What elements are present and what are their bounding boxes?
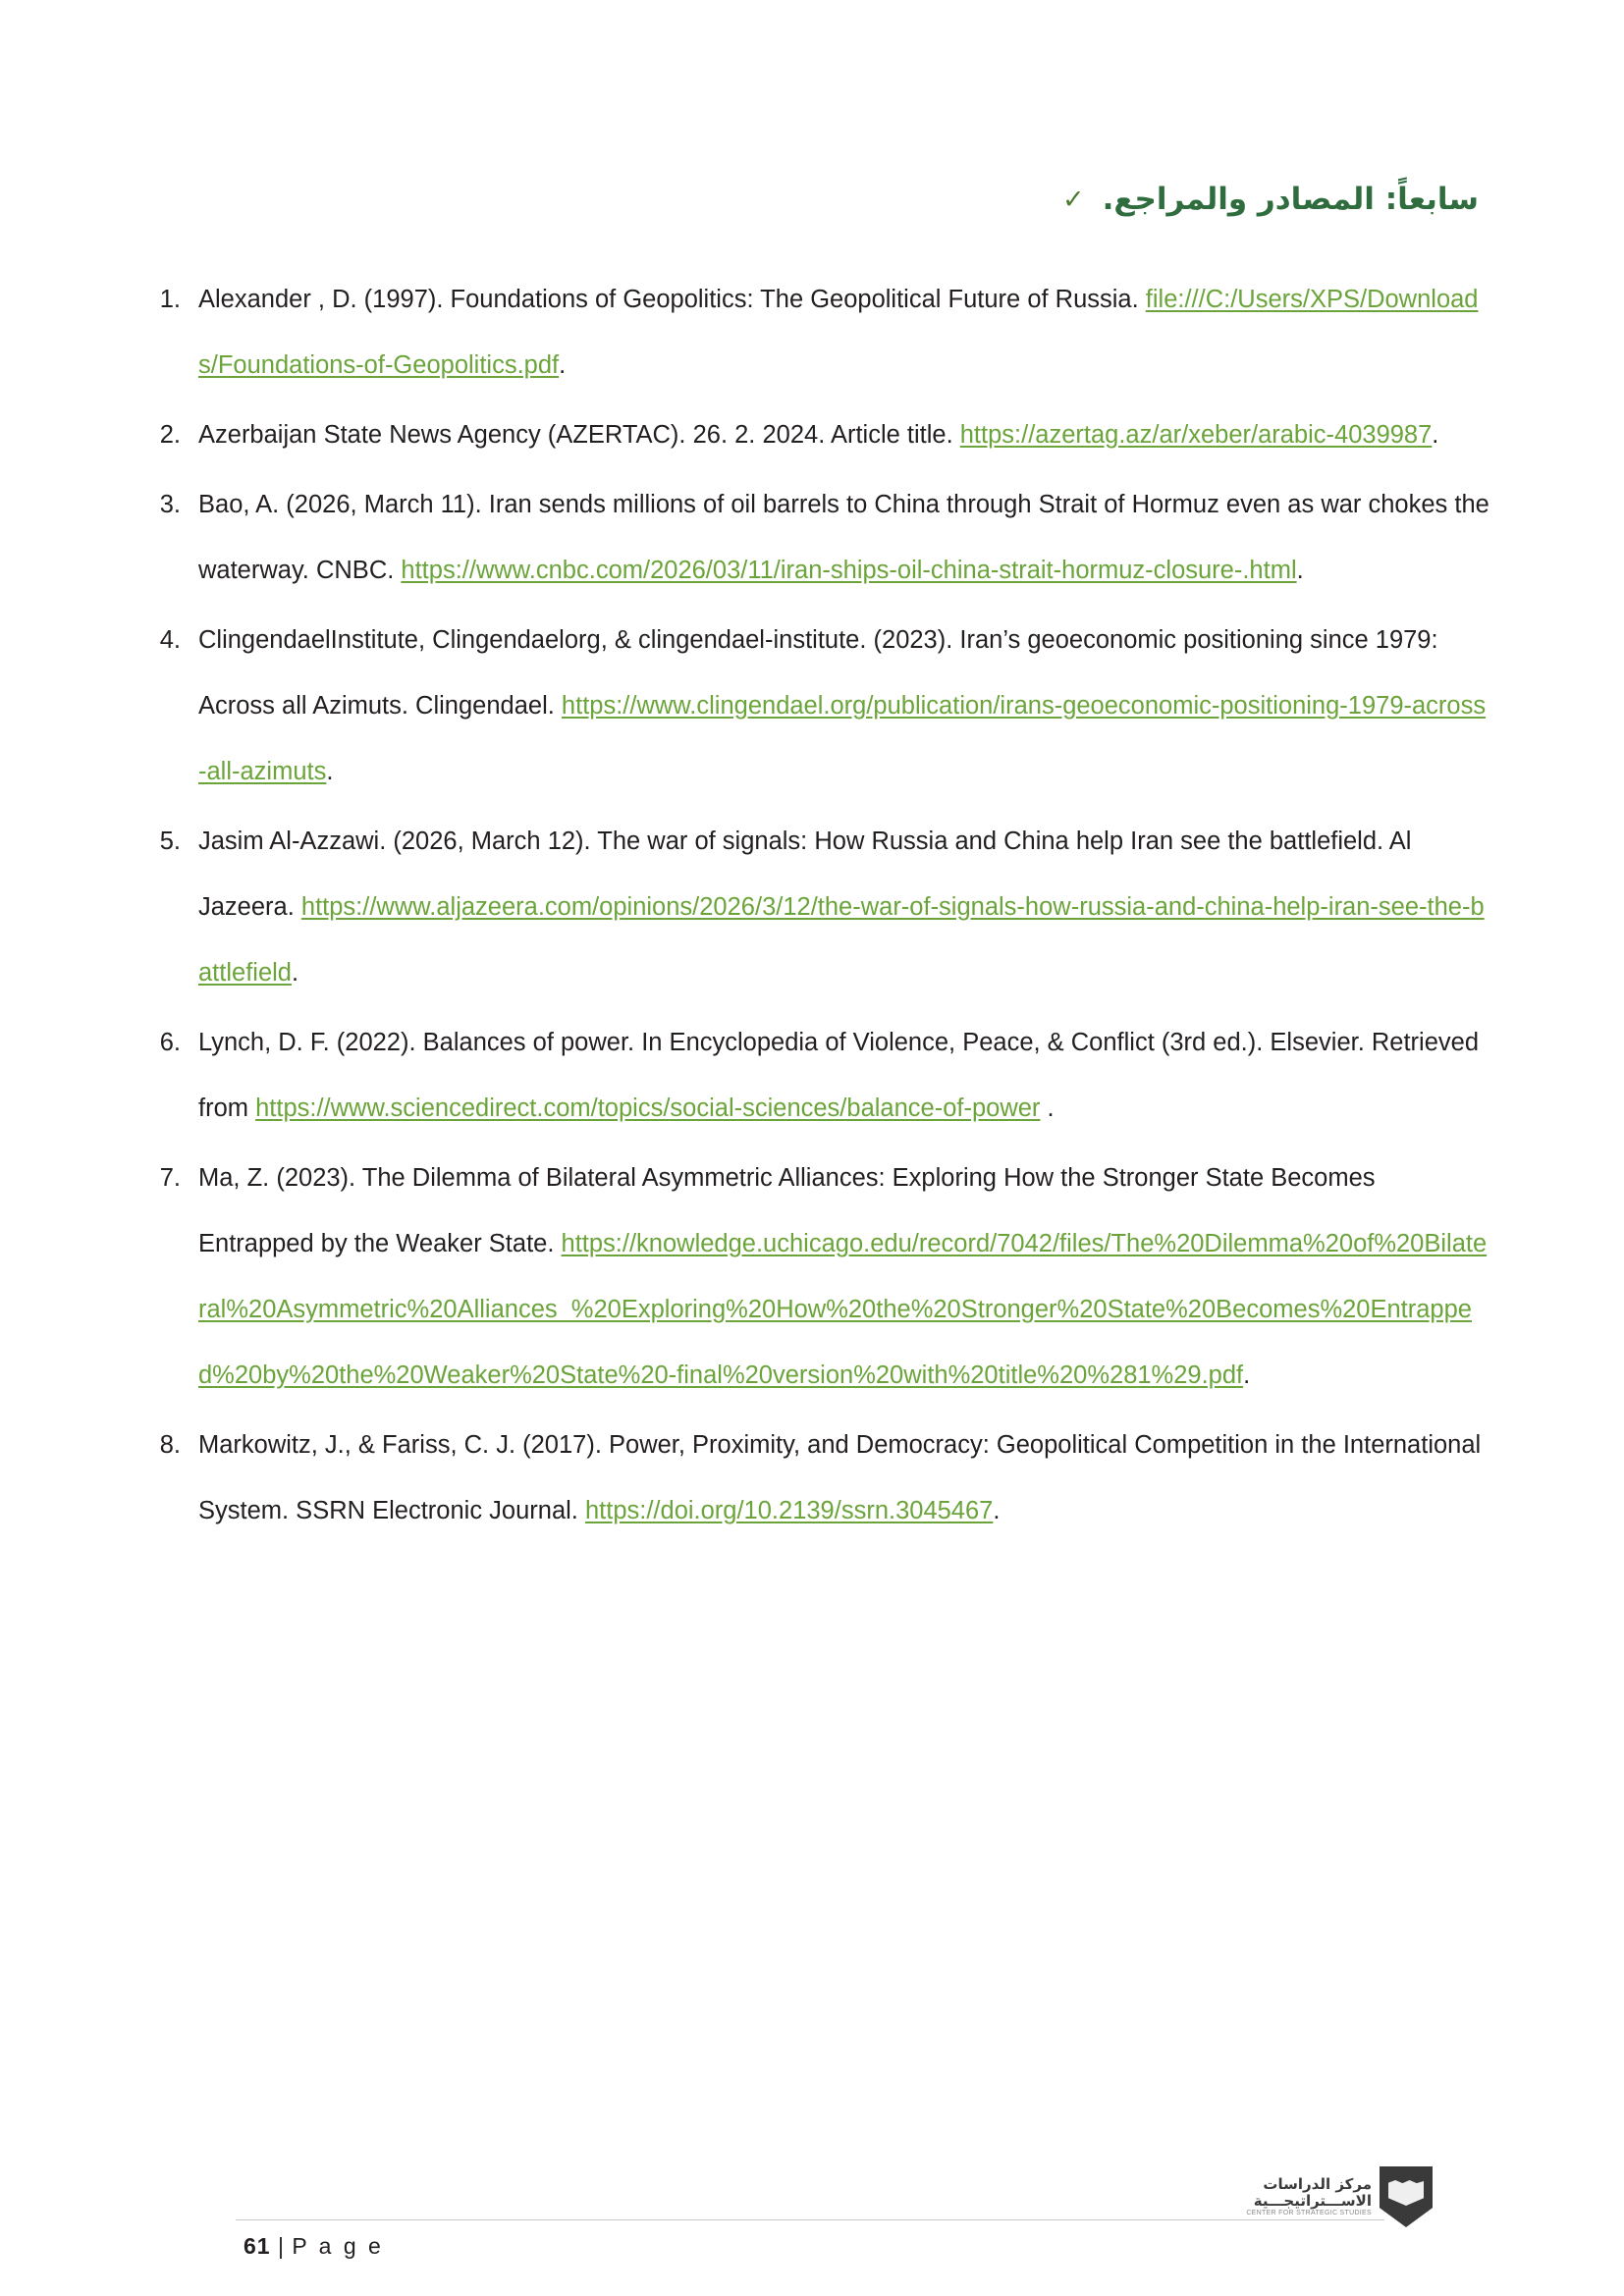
reference-text: Lynch, D. F. (2022). Balances of power. In Encyclopedia of Violence, Peace, & Conflict (3rd ed.). Elsevier. Retrieved from	[198, 1029, 1480, 1122]
reference-text: Bao, A. (2026, March 11). Iran sends millions of oil barrels to China through Strait of Hormuz even as war chokes the waterway. CNBC.	[198, 491, 1489, 584]
list-item-number: 2.	[159, 421, 181, 449]
list-item	[137, 402, 1492, 468]
reference-period: .	[326, 758, 334, 785]
reference-link[interactable]: https://www.aljazeera.com/opinions/2026/3/12/the-war-of-signals-how-russia-and-china-help-iran-see-the-battlefield	[198, 893, 1485, 987]
list-item-number: 3.	[159, 491, 181, 518]
reference-entry	[198, 472, 1492, 604]
logo-line-2: الاســـتراتيجـــية	[1253, 2191, 1372, 2210]
check-mark-icon: ✓	[1061, 184, 1085, 214]
reference-text: Jasim Al-Azzawi. (2026, March 12). The war of signals: How Russia and China help Iran see the battlefield. Al Jazeera.	[198, 828, 1412, 921]
list-item	[137, 809, 1492, 1006]
reference-text: Alexander , D. (1997). Foundations of Geopolitics: The Geopolitical Future of Russia.	[198, 286, 1146, 313]
reference-period: .	[1243, 1362, 1251, 1389]
list-item	[137, 1010, 1492, 1142]
organization-logo	[1246, 2166, 1433, 2227]
reference-link[interactable]: https://azertag.az/ar/xeber/arabic-4039987	[959, 421, 1433, 449]
page-number-separator: |	[277, 2233, 285, 2259]
reference-link[interactable]: https://knowledge.uchicago.edu/record/7042/files/The%20Dilemma%20of%20Bilateral%20Asymmetric%20Alliances_%20Exploring%20How%20the%20Stronger%20State%20Becomes%20Entrapped%20by%20the%20Weaker%20State%20-final%20version%20with%20title%20%281%29.pdf	[198, 1230, 1488, 1389]
reference-text: Ma, Z. (2023). The Dilemma of Bilateral Asymmetric Alliances: Exploring How the Stronger State Becomes Entrapped by the Weaker State.	[198, 1164, 1376, 1257]
list-item-number: 5.	[159, 828, 181, 855]
reference-period: .	[1432, 421, 1439, 449]
list-item-number: 4.	[159, 626, 181, 654]
section-heading	[1062, 182, 1479, 217]
list-item-number: 6.	[159, 1029, 181, 1056]
list-item	[137, 267, 1492, 399]
page-number-label	[244, 2233, 384, 2260]
logo-text	[1246, 2176, 1372, 2218]
reference-period: .	[559, 351, 567, 379]
page-word: P a g e	[292, 2233, 384, 2259]
reference-text: ClingendaelInstitute, Clingendaelorg, & clingendael-institute. (2023). Iran’s geoeconomic positioning since 1979: Across all Azimuts. Clingendael.	[198, 626, 1438, 720]
reference-link[interactable]: https://www.sciencedirect.com/topics/social-sciences/balance-of-power	[255, 1095, 1041, 1122]
list-item-number: 8.	[159, 1431, 181, 1459]
reference-period: .	[993, 1497, 1001, 1524]
references-list	[137, 267, 1492, 1548]
reference-entry	[198, 809, 1492, 1006]
reference-text: Azerbaijan State News Agency (AZERTAC). 26. 2. 2024. Article title.	[198, 421, 960, 449]
reference-period: .	[1040, 1095, 1055, 1122]
reference-period: .	[1296, 557, 1304, 584]
reference-entry	[198, 1010, 1492, 1142]
reference-link[interactable]: https://doi.org/10.2139/ssrn.3045467	[584, 1497, 994, 1524]
reference-entry	[198, 1146, 1492, 1409]
reference-entry	[198, 608, 1492, 805]
page-number: 61	[244, 2233, 271, 2259]
logo-line-3: CENTER FOR STRATEGIC STUDIES	[1246, 2210, 1372, 2217]
reference-entry	[198, 267, 1492, 399]
page-footer	[0, 2149, 1624, 2296]
list-item	[137, 608, 1492, 805]
reference-entry	[198, 402, 1492, 468]
list-item-number: 7.	[159, 1164, 181, 1192]
reference-link[interactable]: https://www.clingendael.org/publication/irans-geoeconomic-positioning-1979-across-all-azimuts	[198, 692, 1487, 785]
reference-link[interactable]: file:///C:/Users/XPS/Downloads/Foundations-of-Geopolitics.pdf	[198, 286, 1479, 379]
list-item-number: 1.	[159, 286, 181, 313]
shield-icon	[1380, 2166, 1433, 2227]
list-item	[137, 1146, 1492, 1409]
reference-link[interactable]: https://www.cnbc.com/2026/03/11/iran-ships-oil-china-strait-hormuz-closure-.html	[401, 557, 1297, 584]
reference-period: .	[291, 959, 299, 987]
reference-entry	[198, 1413, 1492, 1544]
footer-divider	[236, 2219, 1384, 2220]
reference-text: Markowitz, J., & Fariss, C. J. (2017). Power, Proximity, and Democracy: Geopolitical Competition in the International System. SSRN Electronic Journal.	[198, 1431, 1482, 1524]
list-item	[137, 1413, 1492, 1544]
logo-line-1: مركز الدراسات	[1263, 2174, 1372, 2193]
list-item	[137, 472, 1492, 604]
section-heading-label: سابعاً: المصادر والمراجع.	[1102, 182, 1479, 217]
